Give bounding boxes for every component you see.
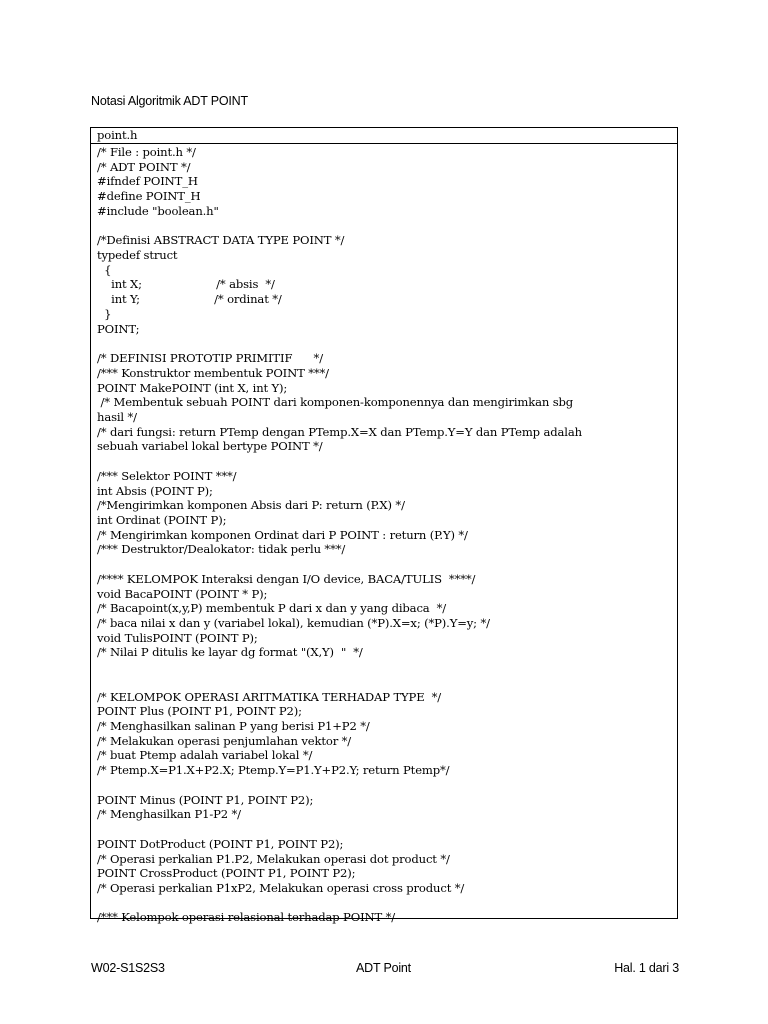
code-line: /* Mengirimkan komponen Ordinat dari P POINT : return (P.Y) */	[97, 527, 468, 542]
code-line	[97, 896, 677, 911]
document-title: Notasi Algoritmik ADT POINT	[91, 94, 248, 108]
code-line: /*** Kelompok operasi relasional terhadap POINT */	[97, 910, 396, 925]
code-line	[97, 660, 677, 675]
code-line: /* buat Ptemp adalah variabel lokal */	[97, 748, 313, 763]
code-line: /*** Selektor POINT ***/	[97, 468, 237, 483]
code-line: /*Definisi ABSTRACT DATA TYPE POINT */	[97, 233, 345, 248]
code-body	[91, 144, 677, 925]
code-line: POINT Minus (POINT P1, POINT P2);	[97, 792, 314, 807]
code-line: /* Menghasilkan salinan P yang berisi P1+P2 */	[97, 719, 370, 734]
code-line: void TulisPOINT (POINT P);	[97, 630, 258, 645]
code-line: /* Bacapoint(x,y,P) membentuk P dari x dan y yang dibaca */	[97, 601, 447, 616]
code-line: sebuah variabel lokal bertype POINT */	[97, 439, 323, 454]
code-line: /* ADT POINT */	[97, 159, 191, 174]
code-line: #ifndef POINT_H	[97, 174, 198, 189]
code-line	[97, 778, 677, 793]
code-line: int Y; /* ordinat */	[97, 292, 282, 307]
code-line: /* Operasi perkalian P1xP2, Melakukan operasi cross product */	[97, 880, 465, 895]
code-line	[97, 675, 677, 690]
code-line: /* Melakukan operasi penjumlahan vektor */	[97, 733, 352, 748]
code-line	[97, 822, 677, 837]
code-box-header: point.h	[91, 128, 677, 144]
code-line: /* File : point.h */	[97, 145, 196, 159]
code-line: #define POINT_H	[97, 189, 201, 204]
code-line	[97, 557, 677, 572]
code-line: /*** Destruktor/Dealokator: tidak perlu ***/	[97, 542, 346, 557]
code-line: {	[97, 262, 112, 277]
footer-doc-code: W02-S1S2S3	[91, 961, 165, 975]
code-line	[97, 219, 677, 234]
code-line: POINT DotProduct (POINT P1, POINT P2);	[97, 836, 344, 851]
code-line: POINT MakePOINT (int X, int Y);	[97, 380, 288, 395]
code-line: /* dari fungsi: return PTemp dengan PTemp.X=X dan PTemp.Y=Y dan PTemp adalah	[97, 424, 582, 439]
footer-page-number: Hal. 1 dari 3	[614, 961, 679, 975]
code-line: int Ordinat (POINT P);	[97, 512, 227, 527]
code-line: /* Nilai P ditulis ke layar dg format "(X,Y) " */	[97, 645, 363, 660]
code-line: typedef struct	[97, 248, 178, 263]
code-line: int X; /* absis */	[97, 277, 275, 292]
code-line: /* baca nilai x dan y (variabel lokal), kemudian (*P).X=x; (*P).Y=y; */	[97, 616, 490, 630]
footer-doc-name: ADT Point	[356, 961, 411, 975]
code-line: POINT CrossProduct (POINT P1, POINT P2);	[97, 866, 356, 881]
code-line: #include "boolean.h"	[97, 203, 219, 218]
code-box	[90, 127, 678, 925]
code-line: void BacaPOINT (POINT * P);	[97, 586, 268, 601]
code-line: /*Mengirimkan komponen Absis dari P: return (P.X) */	[97, 498, 405, 513]
code-line: /* Ptemp.X=P1.X+P2.X; Ptemp.Y=P1.Y+P2.Y; return Ptemp*/	[97, 763, 450, 778]
code-line	[97, 454, 677, 469]
code-line: /* KELOMPOK OPERASI ARITMATIKA TERHADAP TYPE */	[97, 689, 441, 704]
code-line: /* Menghasilkan P1-P2 */	[97, 807, 241, 822]
code-line: /*** Konstruktor membentuk POINT ***/	[97, 365, 329, 380]
code-line	[97, 336, 677, 351]
code-line: /* Operasi perkalian P1.P2, Melakukan operasi dot product */	[97, 851, 450, 866]
code-line: /* Membentuk sebuah POINT dari komponen-komponennya dan mengirimkan sbg	[97, 395, 574, 410]
code-line: POINT Plus (POINT P1, POINT P2);	[97, 704, 302, 719]
code-line: /* DEFINISI PROTOTIP PRIMITIF */	[97, 351, 323, 366]
code-line: }	[97, 306, 112, 321]
code-line: int Absis (POINT P);	[97, 483, 213, 498]
code-line: POINT;	[97, 321, 140, 336]
code-line: hasil */	[97, 409, 137, 424]
code-line: /**** KELOMPOK Interaksi dengan I/O device, BACA/TULIS ****/	[97, 571, 476, 586]
